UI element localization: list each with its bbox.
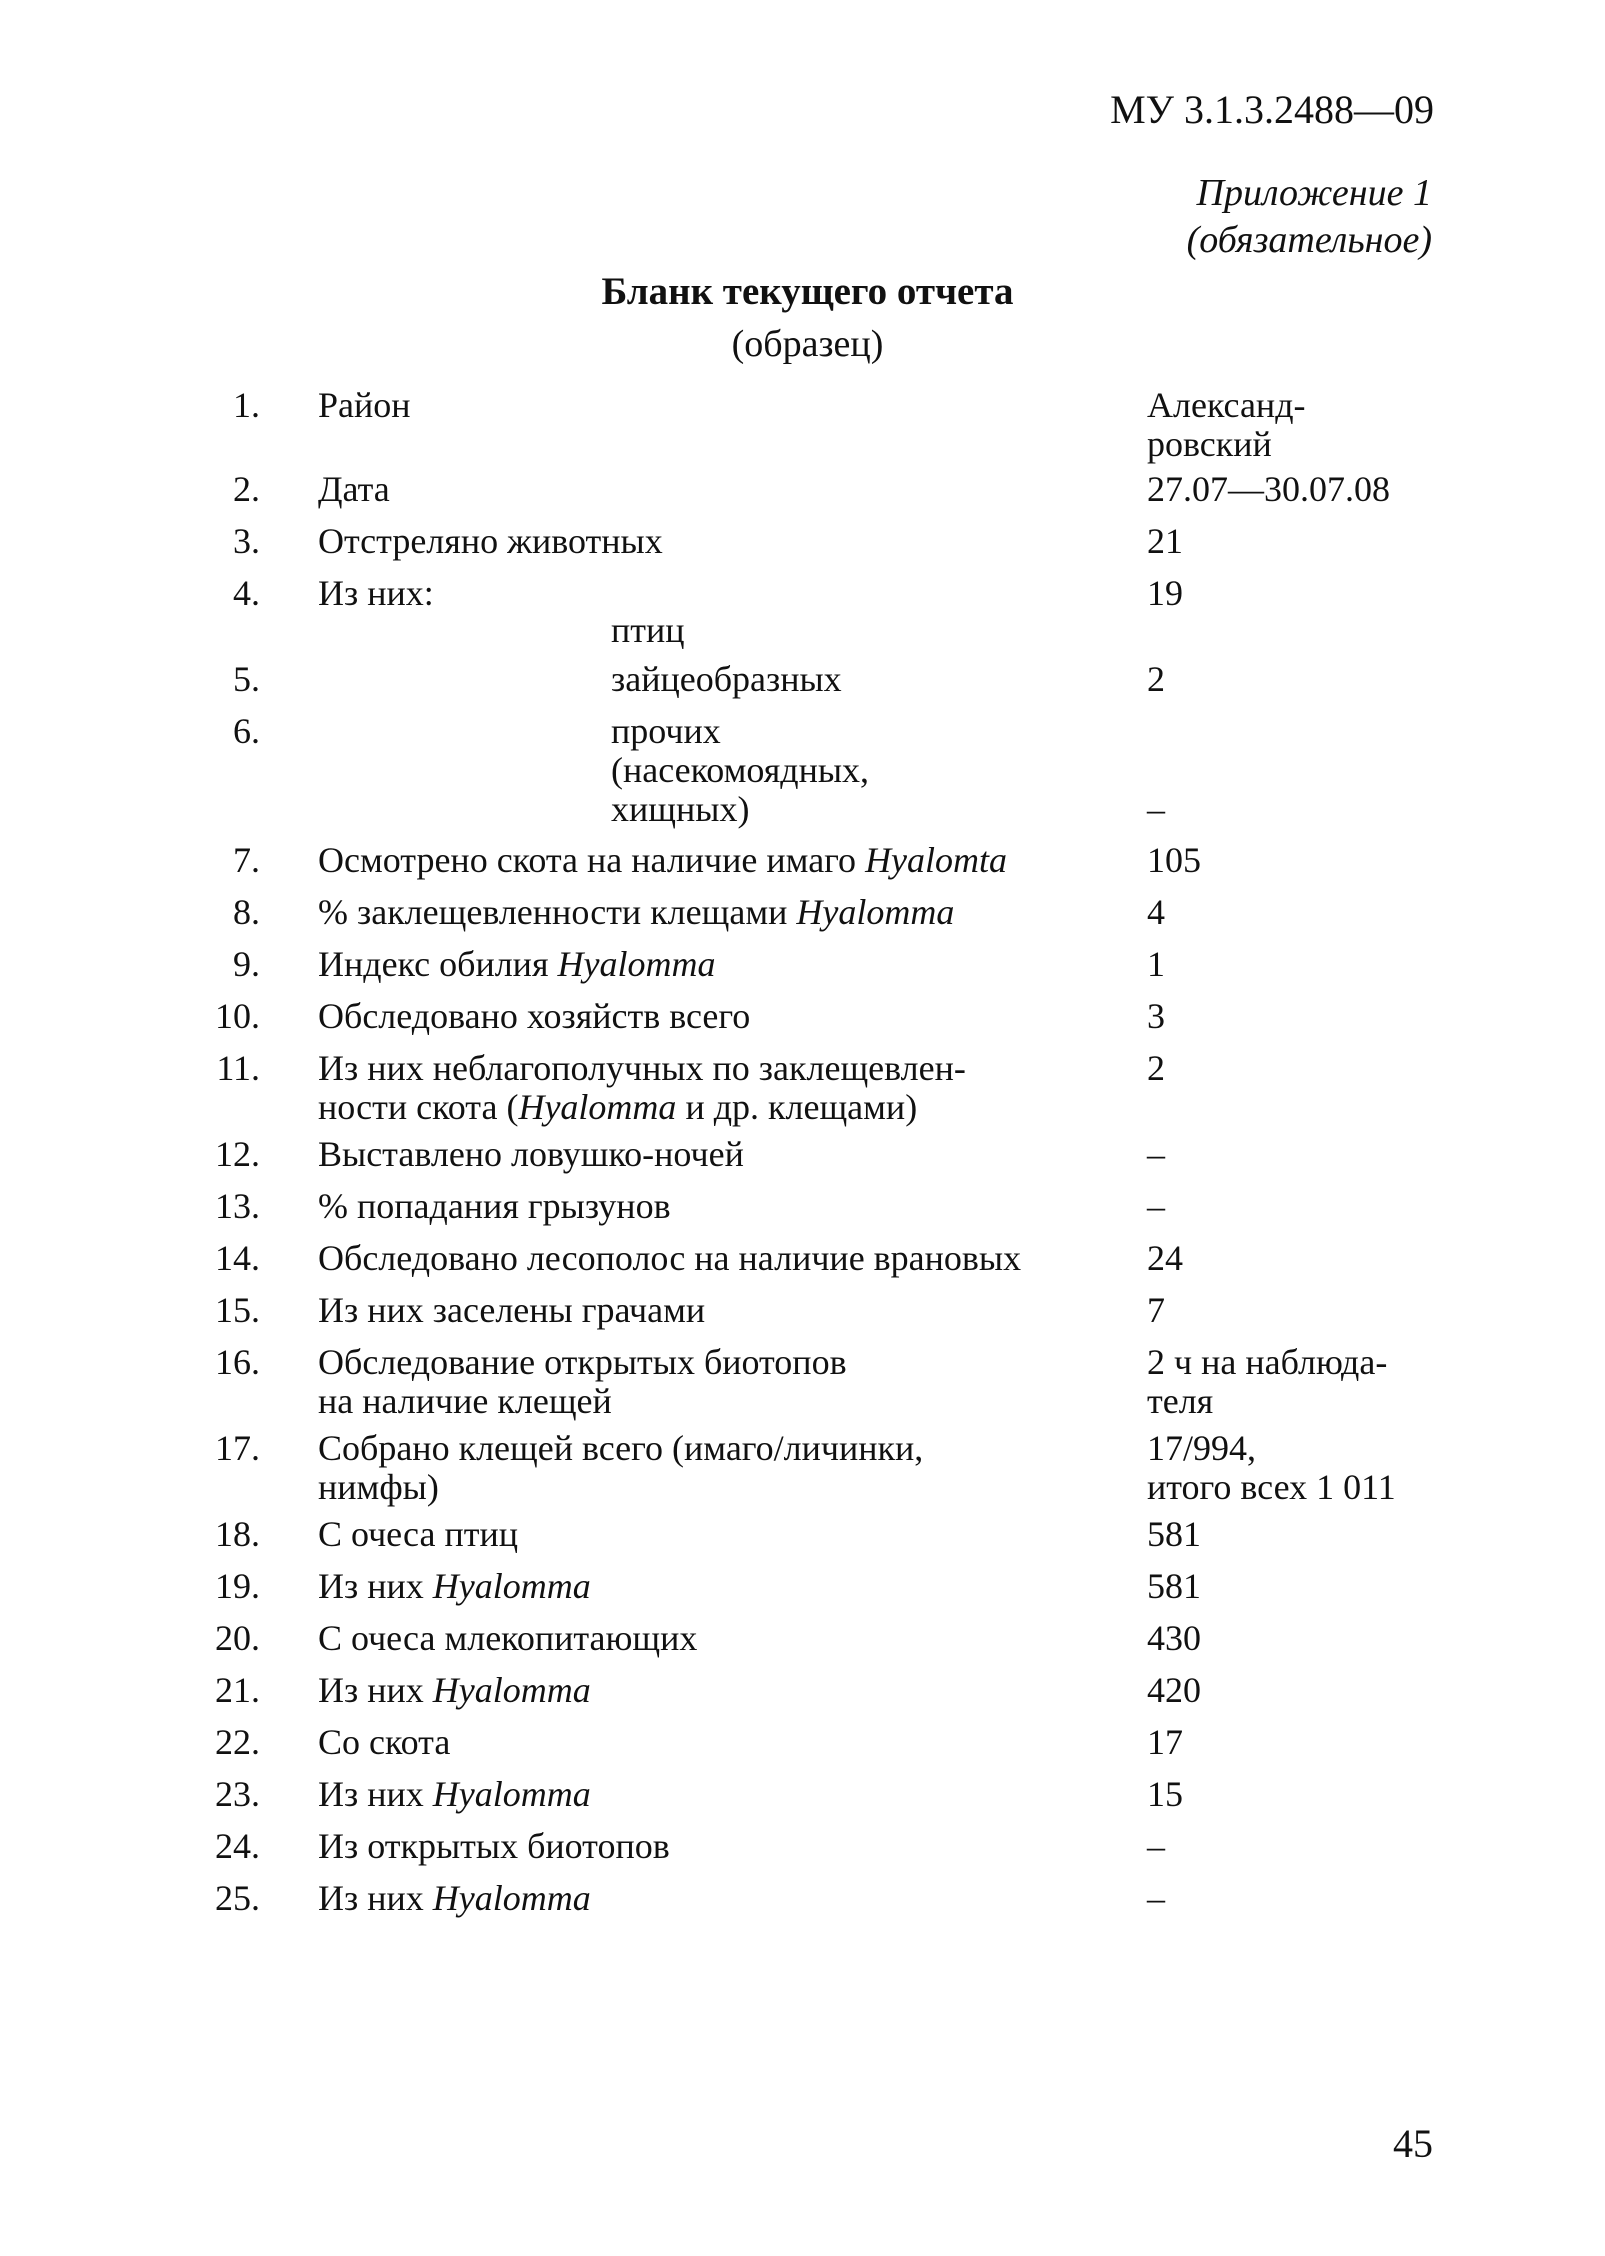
row-label-species: Hyalomma — [557, 944, 716, 984]
row-label: Со скота — [318, 1722, 451, 1762]
row-value: 2 — [1147, 659, 1165, 699]
row-label — [318, 1671, 1098, 1710]
row-value: 27.07—30.07.08 — [1147, 469, 1390, 509]
row-label-species: Hyalomma — [432, 1566, 591, 1606]
row-number: 22. — [215, 1722, 260, 1762]
appendix-status: (обязательное) — [1186, 219, 1432, 261]
row-number: 10. — [215, 996, 260, 1036]
row-label: Район — [318, 385, 411, 425]
row-value: 15 — [1147, 1774, 1183, 1814]
row-number: 5. — [233, 659, 260, 699]
row-label: Обследовано лесополос на наличие врановых — [318, 1238, 1022, 1278]
row-number: 18. — [215, 1514, 260, 1554]
row-label: Выставлено ловушко-ночей — [318, 1134, 744, 1174]
row-label-text: Из них — [318, 1566, 433, 1606]
form-title — [0, 266, 1605, 370]
row-label: С очеса млекопитающих — [318, 1618, 698, 1658]
form-title-main: Бланк текущего отчета — [601, 270, 1014, 313]
row-label: Из открытых биотопов — [318, 1826, 670, 1866]
row-label — [318, 893, 1098, 932]
row-number: 8. — [233, 892, 260, 932]
row-label: Дата — [318, 469, 390, 509]
row-value: 21 — [1147, 521, 1183, 561]
row-number: 2. — [233, 469, 260, 509]
row-label — [318, 1775, 1098, 1814]
row-number: 12. — [215, 1134, 260, 1174]
row-label-species: Hyalomma — [796, 892, 955, 932]
row-value: 2 ч на наблюда- теля — [1147, 1342, 1388, 1421]
row-number: 11. — [216, 1048, 260, 1088]
row-value: 2 — [1147, 1048, 1165, 1088]
row-label-text: Из них неблагополучных по заклещевлен- ности скота ( — [318, 1048, 966, 1127]
row-label: % попадания грызунов — [318, 1186, 671, 1226]
row-number: 3. — [233, 521, 260, 561]
row-value: 581 — [1147, 1566, 1201, 1606]
row-value: 19 — [1147, 573, 1183, 613]
row-label-species: Hyalomma — [432, 1670, 591, 1710]
row-number: 17. — [215, 1428, 260, 1468]
row-value: 1 — [1147, 944, 1165, 984]
row-number: 4. — [233, 573, 260, 613]
row-number: 15. — [215, 1290, 260, 1330]
row-value: 581 — [1147, 1514, 1201, 1554]
row-number: 7. — [233, 840, 260, 880]
row-label-text: Осмотрено скота на наличие имаго — [318, 840, 866, 880]
row-value: 105 — [1147, 840, 1201, 880]
row-label: Обследовано хозяйств всего — [318, 996, 751, 1036]
appendix-number: Приложение 1 — [1196, 172, 1432, 214]
row-label-species: Hyalomma — [432, 1878, 591, 1918]
row-label — [318, 1879, 1098, 1918]
row-label-text-end: и др. клещами) — [676, 1087, 918, 1127]
row-value: 24 — [1147, 1238, 1183, 1278]
row-number: 21. — [215, 1670, 260, 1710]
row-label: Из них заселены грачами — [318, 1290, 706, 1330]
appendix-label — [1187, 170, 1432, 264]
row-value: 4 — [1147, 892, 1165, 932]
row-label — [318, 841, 1098, 880]
row-number: 24. — [215, 1826, 260, 1866]
row-value: 430 — [1147, 1618, 1201, 1658]
row-number: 20. — [215, 1618, 260, 1658]
row-label-species: Hyalomma — [518, 1087, 677, 1127]
row-label-text: Из них — [318, 1878, 433, 1918]
row-label-text: Индекс обилия — [318, 944, 558, 984]
row-value: 3 — [1147, 996, 1165, 1036]
row-label: Из них: — [318, 573, 434, 613]
row-label: зайцеобразных — [611, 659, 842, 699]
row-number: 14. — [215, 1238, 260, 1278]
row-value: 17 — [1147, 1722, 1183, 1762]
row-label — [318, 1567, 1098, 1606]
row-label: Обследование открытых биотопов на наличие клещей — [318, 1342, 847, 1421]
row-label: С очеса птиц — [318, 1514, 518, 1554]
row-label: Отстреляно животных — [318, 521, 663, 561]
row-value: Александ- ровский — [1147, 385, 1306, 464]
row-label: прочих (насекомоядных, хищных) — [611, 711, 870, 829]
form-title-sub: (образец) — [731, 323, 884, 365]
row-label: птиц — [611, 610, 685, 650]
row-label-text: Из них — [318, 1670, 433, 1710]
row-value: 7 — [1147, 1290, 1165, 1330]
row-label — [318, 945, 1098, 984]
row-label: Собрано клещей всего (имаго/личинки, нимфы) — [318, 1428, 924, 1507]
row-number: 25. — [215, 1878, 260, 1918]
row-value: 17/994, итого всех 1 011 — [1147, 1428, 1396, 1507]
row-value: – — [1147, 1878, 1165, 1918]
row-value: – — [1147, 1826, 1165, 1866]
row-number: 16. — [215, 1342, 260, 1382]
page-number: 45 — [1393, 2121, 1433, 2166]
row-value: – — [1147, 1186, 1165, 1226]
row-label-text: % заклещевленности клещами — [318, 892, 797, 932]
row-number: 9. — [233, 944, 260, 984]
row-number: 13. — [215, 1186, 260, 1226]
row-number: 1. — [233, 385, 260, 425]
row-label — [318, 1049, 1098, 1127]
row-number: 19. — [215, 1566, 260, 1606]
row-label-species: Hyalomta — [865, 840, 1008, 880]
row-value: 420 — [1147, 1670, 1201, 1710]
row-label-text: Из них — [318, 1774, 433, 1814]
row-value: – — [1147, 1134, 1165, 1174]
document-code: МУ 3.1.3.2488—09 — [1110, 87, 1434, 132]
row-number: 23. — [215, 1774, 260, 1814]
row-number: 6. — [233, 711, 260, 751]
row-value: – — [1147, 789, 1165, 829]
row-label-species: Hyalomma — [432, 1774, 591, 1814]
